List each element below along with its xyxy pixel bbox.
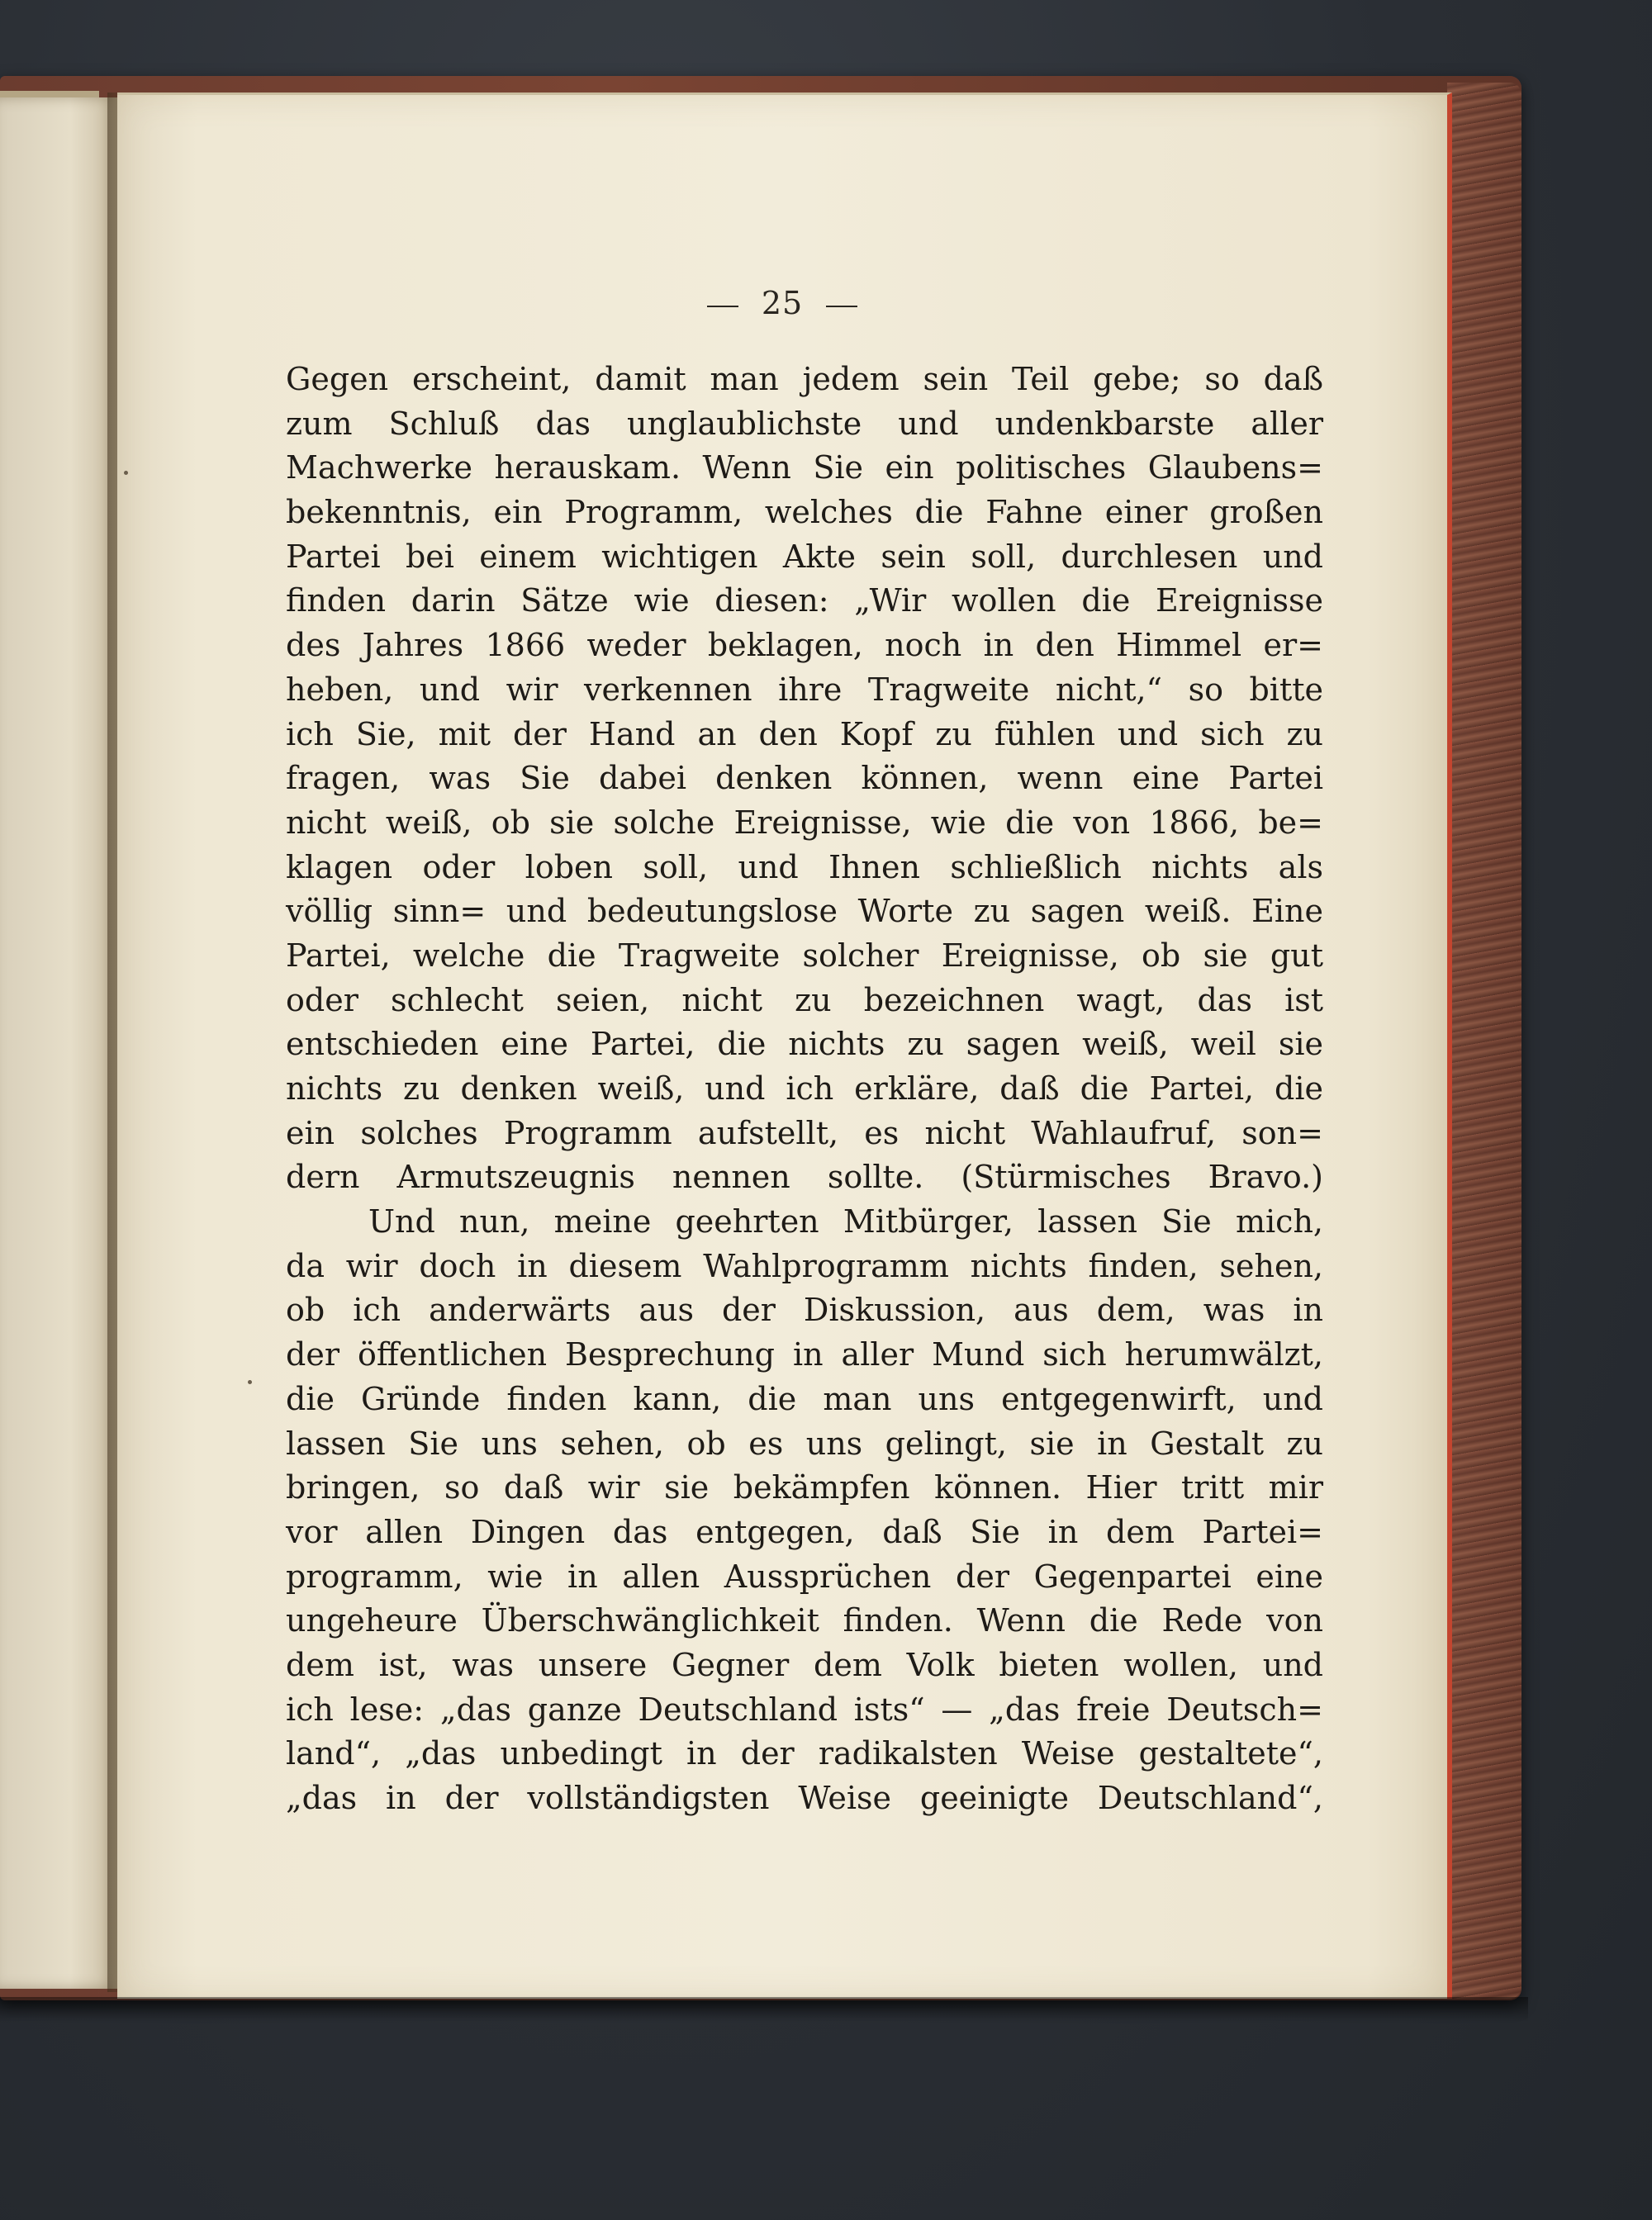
text-line: klagen oder loben soll, und Ihnen schließlich nichts als (286, 848, 1323, 885)
text-line: die Gründe finden kann, die man uns entgegenwirft, und (286, 1380, 1323, 1417)
text-line: Gegen erscheint, damit man jedem sein Teil gebe; so daß (286, 361, 1323, 397)
text-line: völlig sinn= und bedeutungslose Worte zu sagen weiß. Eine (286, 893, 1323, 930)
text-line: bekenntnis, ein Programm, welches die Fahne einer großen (286, 494, 1323, 531)
text-line: heben, und wir verkennen ihre Tragweite nicht,“ so bitte (286, 671, 1323, 708)
page-number-dash-left (707, 306, 738, 307)
text-line-paragraph-start: Und nun, meine geehrten Mitbürger, lassen Sie mich, (368, 1203, 1323, 1240)
text-line: programm, wie in allen Aussprüchen der Gegenpartei eine (286, 1558, 1323, 1595)
text-line: ich lese: „das ganze Deutschland ists“ — „das freie Deutsch= (286, 1691, 1323, 1728)
marbled-cover-edge (1447, 83, 1521, 1999)
text-line: nichts zu denken weiß, und ich erkläre, daß die Partei, die (286, 1070, 1323, 1107)
body-text (286, 358, 1323, 1821)
text-line: „das in der vollständigsten Weise geeinigte Deutschland“, (286, 1780, 1323, 1816)
text-line: entschieden eine Partei, die nichts zu sagen weiß, weil sie (286, 1026, 1323, 1063)
text-line: der öffentlichen Besprechung in aller Mund sich herumwälzt, (286, 1336, 1323, 1373)
left-page (0, 97, 117, 1989)
text-line: fragen, was Sie dabei denken können, wenn eine Partei (286, 760, 1323, 797)
text-line: Partei bei einem wichtigen Akte sein soll, durchlesen und (286, 538, 1323, 575)
text-line: land“, „das unbedingt in der radikalsten Weise gestaltete“, (286, 1735, 1323, 1772)
text-line: ungeheure Überschwänglichkeit finden. Wenn die Rede von (286, 1602, 1323, 1639)
text-line: dern Armutszeugnis nennen sollte. (Stürmisches Bravo.) (286, 1159, 1323, 1196)
page-bottom-shadow (0, 1997, 1528, 2022)
text-line: dem ist, was unsere Gegner dem Volk bieten wollen, und (286, 1646, 1323, 1683)
page-speck (248, 1380, 252, 1384)
text-line: nicht weiß, ob sie solche Ereignisse, wie die von 1866, be= (286, 804, 1323, 841)
text-line: ein solches Programm aufstellt, es nicht Wahlaufruf, son= (286, 1114, 1323, 1151)
text-line: bringen, so daß wir sie bekämpfen können. Hier tritt mir (286, 1469, 1323, 1506)
text-line: zum Schluß das unglaublichste und undenkbarste aller (286, 405, 1323, 442)
page-speck (124, 471, 128, 475)
text-line: Machwerke herauskam. Wenn Sie ein politisches Glaubens= (286, 449, 1323, 486)
text-line: des Jahres 1866 weder beklagen, noch in den Himmel er= (286, 627, 1323, 664)
right-page (117, 92, 1452, 1999)
page-number-header (117, 285, 1447, 321)
text-line: ich Sie, mit der Hand an den Kopf zu fühlen und sich zu (286, 715, 1323, 752)
text-line: Partei, welche die Tragweite solcher Ereignisse, ob sie gut (286, 937, 1323, 974)
text-line: ob ich anderwärts aus der Diskussion, aus dem, was in (286, 1292, 1323, 1329)
page-number: 25 (761, 285, 804, 321)
text-line: finden darin Sätze wie diesen: „Wir wollen die Ereignisse (286, 582, 1323, 619)
text-line: lassen Sie uns sehen, ob es uns gelingt, sie in Gestalt zu (286, 1425, 1323, 1462)
text-line: vor allen Dingen das entgegen, daß Sie in dem Partei= (286, 1513, 1323, 1550)
text-line: da wir doch in diesem Wahlprogramm nichts finden, sehen, (286, 1247, 1323, 1284)
page-number-dash-right (826, 306, 857, 307)
text-line: oder schlecht seien, nicht zu bezeichnen wagt, das ist (286, 981, 1323, 1018)
